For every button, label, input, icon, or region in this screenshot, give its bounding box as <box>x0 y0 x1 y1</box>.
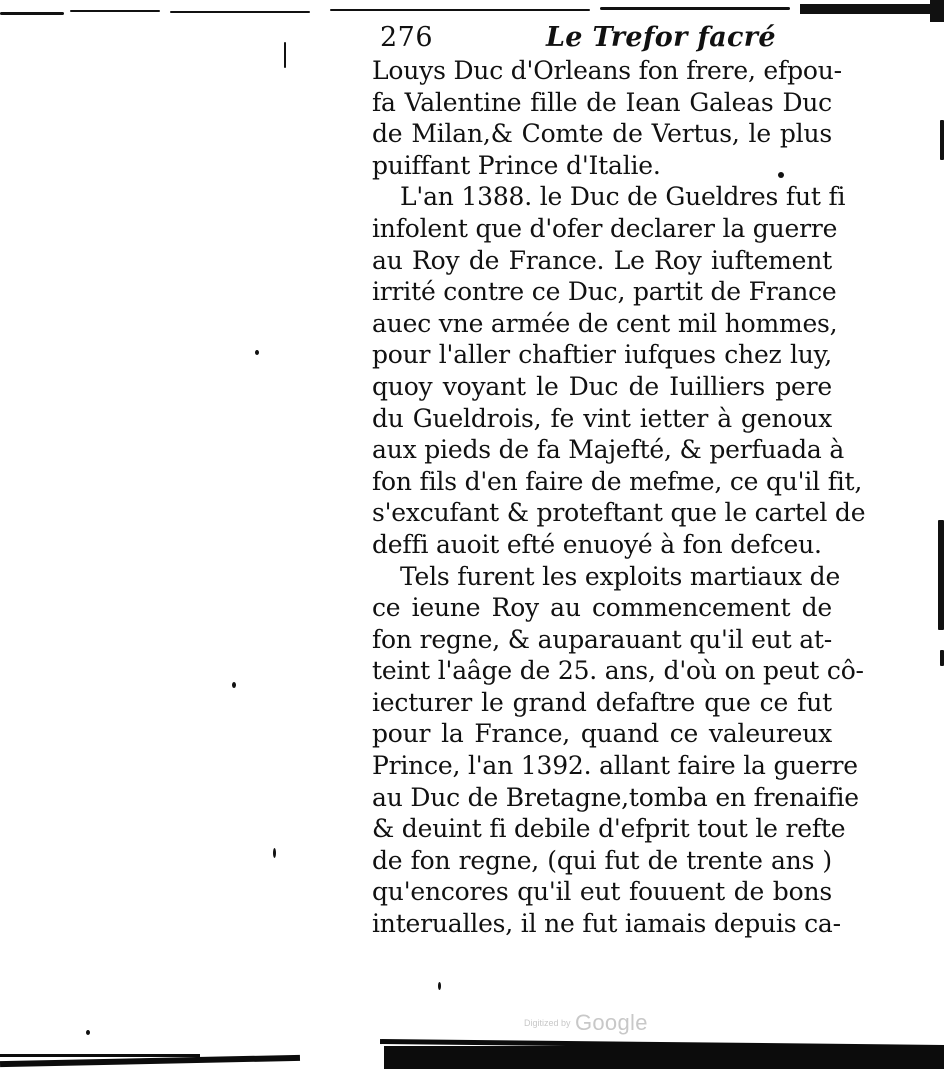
scan-speck <box>438 982 441 990</box>
text-line: interualles, il ne fut iamais depuis ca- <box>372 909 841 939</box>
text-line: au Duc de Bretagne,tomba en frenaifie <box>372 782 859 812</box>
page-number: 276 <box>380 22 434 53</box>
text-line: & deuint fi debile d'efprit tout le refte <box>372 814 846 844</box>
text-line: pour l'aller chaftier iufques chez luy, <box>372 340 832 370</box>
text-line: fon regne, & auparauant qu'il eut at- <box>372 624 832 654</box>
text-line: deffi auoit efté enuoyé à fon defceu. <box>372 529 822 559</box>
scan-speck <box>255 350 259 355</box>
scan-speck <box>284 42 286 68</box>
text-line: aux pieds de fa Majefté, & perfuada à <box>372 435 845 465</box>
text-line: au Roy de France. Le Roy iuftement <box>372 245 832 275</box>
scan-speck <box>940 120 944 160</box>
body-text <box>372 55 866 940</box>
watermark-prefix: Digitized by <box>524 1018 571 1028</box>
scan-speck <box>232 682 236 688</box>
text-line: Prince, l'an 1392. allant faire la guerre <box>372 751 858 781</box>
text-line: infolent que d'ofer declarer la guerre <box>372 213 838 243</box>
text-line: du Gueldrois, fe vint ietter à genoux <box>372 403 832 433</box>
paragraph-start-line: Tels furent les exploits martiaux de <box>400 561 841 591</box>
text-line: irrité contre ce Duc, partit de France <box>372 277 837 307</box>
scan-speck <box>778 172 784 178</box>
scan-speck <box>940 650 944 666</box>
text-line: fa Valentine fille de Iean Galeas Duc <box>372 87 832 117</box>
watermark-brand: Google <box>574 1010 648 1035</box>
text-line: teint l'aâge de 25. ans, d'où on peut cô- <box>372 656 864 686</box>
text-line: auec vne armée de cent mil hommes, <box>372 308 838 338</box>
text-line: iecturer le grand defaftre que ce fut <box>372 687 832 717</box>
text-line: s'excufant & proteftant que le cartel de <box>372 498 866 528</box>
paragraph-start-line: L'an 1388. le Duc de Gueldres fut fi <box>400 182 846 212</box>
text-line: fon fils d'en faire de mefme, ce qu'il fit, <box>372 466 863 496</box>
text-line: Louys Duc d'Orleans fon frere, efpou- <box>372 56 842 85</box>
scan-speck <box>273 848 276 858</box>
bottom-page-edge <box>0 1028 944 1069</box>
text-line: de Milan,& Comte de Vertus, le plus <box>372 119 832 149</box>
text-line: pour la France, quand ce valeureux <box>372 719 832 749</box>
text-line: quoy voyant le Duc de Iuilliers pere <box>372 371 832 401</box>
text-line: de fon regne, (qui fut de trente ans ) <box>372 845 832 875</box>
scan-speck <box>938 520 944 630</box>
running-title: Le Trefor facré <box>546 22 776 53</box>
text-line: qu'encores qu'il eut fouuent de bons <box>372 877 832 907</box>
text-line: ce ieune Roy au commencement de <box>372 593 832 623</box>
top-page-edge <box>0 0 944 22</box>
text-line: puiffant Prince d'Italie. <box>372 150 661 180</box>
